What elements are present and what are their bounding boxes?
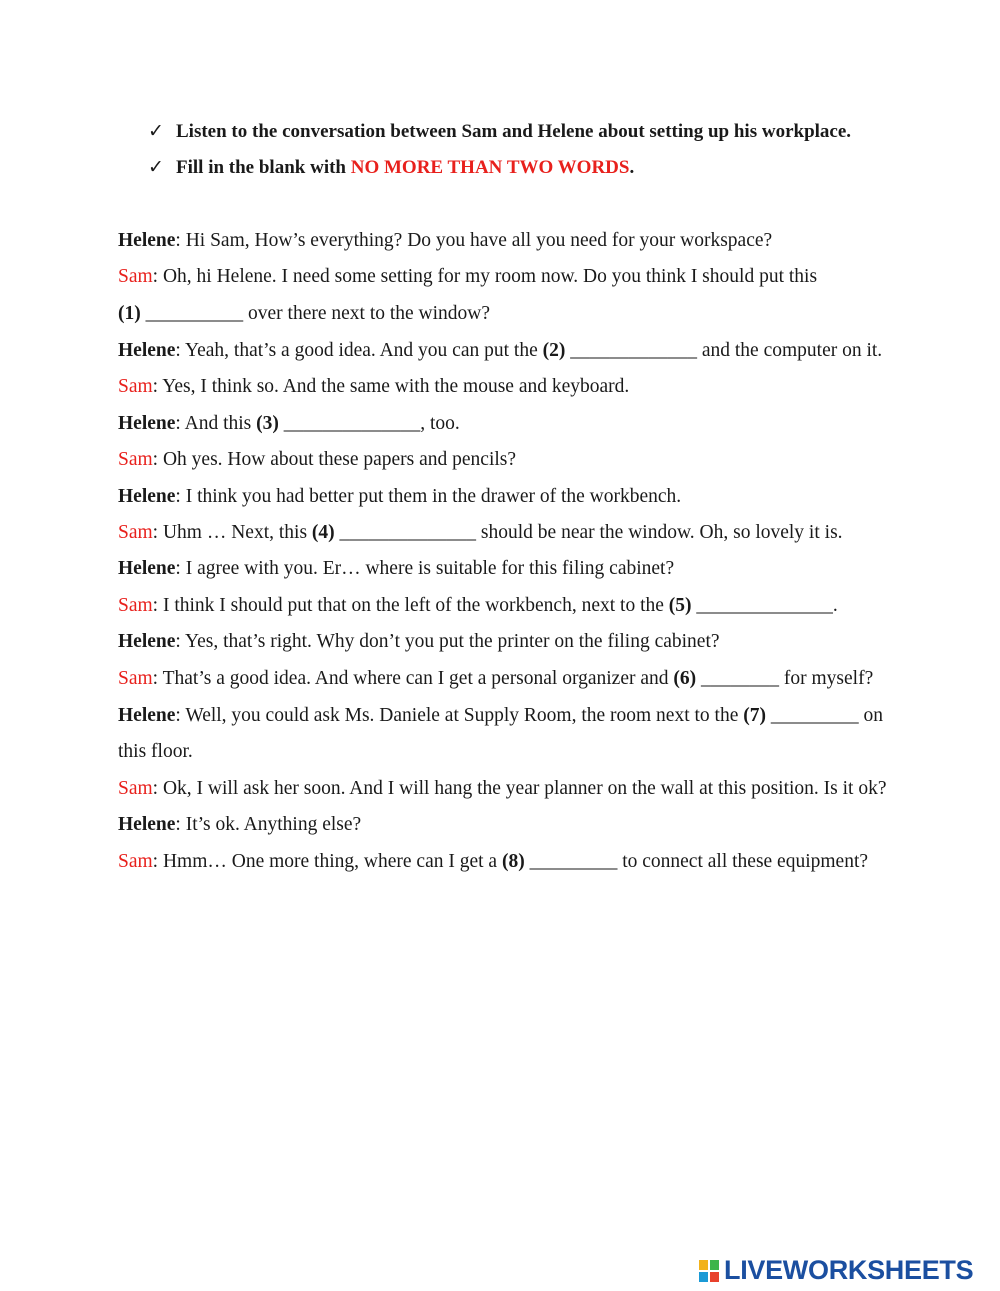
dialogue-line xyxy=(118,521,843,545)
speaker-sam: Sam xyxy=(118,595,153,616)
speaker-helene: Helene xyxy=(118,486,176,507)
instruction-text: Fill in the blank with xyxy=(176,157,351,178)
logo-text: LIVEWORKSHEETS xyxy=(724,1255,974,1285)
speaker-sam: Sam xyxy=(118,668,153,689)
speaker-helene: Helene xyxy=(118,230,176,251)
logo-square xyxy=(709,1271,720,1283)
dialogue-line xyxy=(118,448,516,472)
line-text: : It’s ok. Anything else? xyxy=(175,814,362,835)
blank-number: (6) xyxy=(673,668,697,689)
speaker-sam: Sam xyxy=(118,376,153,397)
line-text: : Hi Sam, How’s everything? Do you have all you need for your workspace? xyxy=(175,230,773,251)
checkmark-icon: ✓ xyxy=(148,157,164,178)
line-text: : I agree with you. Er… where is suitable for this filing cabinet? xyxy=(175,558,675,579)
logo-square xyxy=(709,1259,720,1271)
checkmark-icon: ✓ xyxy=(148,121,164,142)
instruction-period: . xyxy=(629,157,635,178)
dialogue-line xyxy=(118,412,460,436)
liveworksheets-logo-icon xyxy=(698,1259,720,1283)
line-text: : Oh yes. How about these papers and pencils? xyxy=(152,449,517,470)
dialogue-line xyxy=(118,777,887,801)
blank-line[interactable]: ______________ should be near the window. Oh, so lovely it is. xyxy=(334,522,843,543)
speaker-helene: Helene xyxy=(118,558,176,579)
dialogue-line xyxy=(118,704,883,728)
blank-number: (3) xyxy=(256,413,279,434)
dialogue-line xyxy=(118,813,361,837)
line-text: : Yes, that’s right. Why don’t you put the printer on the filing cabinet? xyxy=(175,631,720,652)
instruction-listen xyxy=(148,120,851,143)
line-text: : Well, you could ask Ms. Daniele at Supply Room, the room next to the xyxy=(175,705,744,726)
line-text: : Uhm … Next, this xyxy=(152,522,312,543)
blank-number: (1) xyxy=(118,303,141,324)
speaker-sam: Sam xyxy=(118,266,153,287)
speaker-helene: Helene xyxy=(118,631,176,652)
dialogue-line xyxy=(118,339,882,363)
dialogue-line xyxy=(118,229,772,253)
dialogue-line xyxy=(118,375,629,399)
speaker-sam: Sam xyxy=(118,449,153,470)
blank-line[interactable]: _________ to connect all these equipment? xyxy=(524,851,869,872)
dialogue-line xyxy=(118,667,873,691)
dialogue-line xyxy=(118,485,681,509)
blank-line[interactable]: ______________, too. xyxy=(278,413,460,434)
speaker-sam: Sam xyxy=(118,851,153,872)
instruction-fill xyxy=(148,156,634,179)
word-limit-highlight: NO MORE THAN TWO WORDS xyxy=(350,157,630,178)
speaker-sam: Sam xyxy=(118,778,153,799)
line-text: : Hmm… One more thing, where can I get a xyxy=(152,851,502,872)
line-text: : Yeah, that’s a good idea. And you can put the xyxy=(175,340,543,361)
logo-square xyxy=(698,1259,709,1271)
line-text: : That’s a good idea. And where can I get a personal organizer and xyxy=(152,668,674,689)
line-text: : I think I should put that on the left of the workbench, next to the xyxy=(152,595,669,616)
blank-number: (7) xyxy=(743,705,766,726)
line-text: : Yes, I think so. And the same with the mouse and keyboard. xyxy=(152,376,630,397)
blank-number: (2) xyxy=(542,340,566,361)
blank-line[interactable]: ______________. xyxy=(691,595,838,616)
speaker-helene: Helene xyxy=(118,340,176,361)
line-text: : Ok, I will ask her soon. And I will hang the year planner on the wall at this position. Is it ok? xyxy=(152,778,887,799)
logo-square xyxy=(698,1271,709,1283)
blank-line[interactable]: ________ for myself? xyxy=(696,668,874,689)
blank-line[interactable]: __________ over there next to the window? xyxy=(140,303,491,324)
dialogue-line xyxy=(118,630,720,654)
speaker-helene: Helene xyxy=(118,814,176,835)
dialogue-line xyxy=(118,850,868,874)
dialogue-line xyxy=(118,265,817,289)
speaker-helene: Helene xyxy=(118,705,176,726)
instruction-text: Listen to the conversation between Sam and Helene about setting up his workplace. xyxy=(176,121,852,142)
liveworksheets-logo[interactable] xyxy=(698,1255,973,1286)
dialogue-line xyxy=(118,594,838,618)
speaker-sam: Sam xyxy=(118,522,153,543)
dialogue-line xyxy=(118,302,490,326)
blank-number: (8) xyxy=(501,851,525,872)
line-text: : Oh, hi Helene. I need some setting for my room now. Do you think I should put this xyxy=(152,266,818,287)
speaker-helene: Helene xyxy=(118,413,176,434)
dialogue-line xyxy=(118,557,674,581)
line-text: : And this xyxy=(175,413,257,434)
blank-number: (4) xyxy=(311,522,335,543)
blank-number: (5) xyxy=(668,595,692,616)
dialogue-line xyxy=(118,740,193,764)
line-text: : I think you had better put them in the drawer of the workbench. xyxy=(175,486,682,507)
blank-line[interactable]: _________ on xyxy=(766,705,883,726)
blank-line[interactable]: _____________ and the computer on it. xyxy=(565,340,883,361)
line-text: this floor. xyxy=(118,741,193,762)
